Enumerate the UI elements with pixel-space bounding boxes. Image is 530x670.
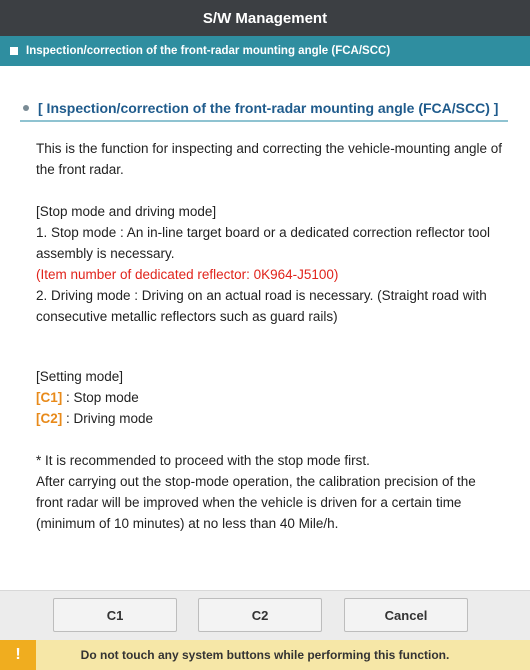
window-title: S/W Management — [0, 0, 530, 36]
c2-button[interactable]: C2 — [198, 598, 322, 632]
reflector-note: (Item number of dedicated reflector: 0K964-J5100) — [36, 267, 339, 282]
c2-label: : Driving mode — [62, 411, 154, 426]
description-body — [36, 138, 506, 534]
cancel-button[interactable]: Cancel — [344, 598, 468, 632]
warning-bar — [0, 640, 530, 670]
warning-message: Do not touch any system buttons while performing this function. — [80, 648, 450, 662]
setting-mode-title: [Setting mode] — [36, 369, 124, 384]
section-heading — [20, 96, 508, 122]
content-area — [0, 66, 530, 590]
bullet-dot-icon — [23, 105, 29, 111]
modes-title: [Stop mode and driving mode] — [36, 204, 217, 219]
warning-icon: ! — [0, 640, 36, 670]
c1-label: : Stop mode — [62, 390, 139, 405]
c1-button[interactable]: C1 — [53, 598, 177, 632]
subheader-title: Inspection/correction of the front-radar mounting angle (FCA/SCC) — [26, 45, 391, 57]
recommend-text: * It is recommended to proceed with the stop mode first. — [36, 453, 370, 468]
square-bullet-icon — [10, 47, 18, 55]
intro-text: This is the function for inspecting and correcting the vehicle-mounting angle of the front radar. — [36, 141, 503, 177]
stop-mode-text: 1. Stop mode : An in-line target board or a dedicated correction reflector tool assembly is necessary. — [36, 225, 491, 261]
button-bar — [0, 590, 530, 640]
subheader-bar — [0, 36, 530, 66]
c2-code: [C2] — [36, 411, 63, 426]
setting-c2 — [36, 408, 506, 429]
driving-mode-text: 2. Driving mode : Driving on an actual road is necessary. (Straight road with consecutive metallic reflectors such as guard rails) — [36, 288, 487, 324]
after-text: After carrying out the stop-mode operation, the calibration precision of the front radar will be improved when the vehicle is driven for a certain time (minimum of 10 minutes) at no less than 40 Mile/h. — [36, 474, 476, 531]
section-heading-text: [ Inspection/correction of the front-radar mounting angle (FCA/SCC) ] — [38, 100, 499, 116]
c1-code: [C1] — [36, 390, 63, 405]
setting-c1 — [36, 387, 506, 408]
